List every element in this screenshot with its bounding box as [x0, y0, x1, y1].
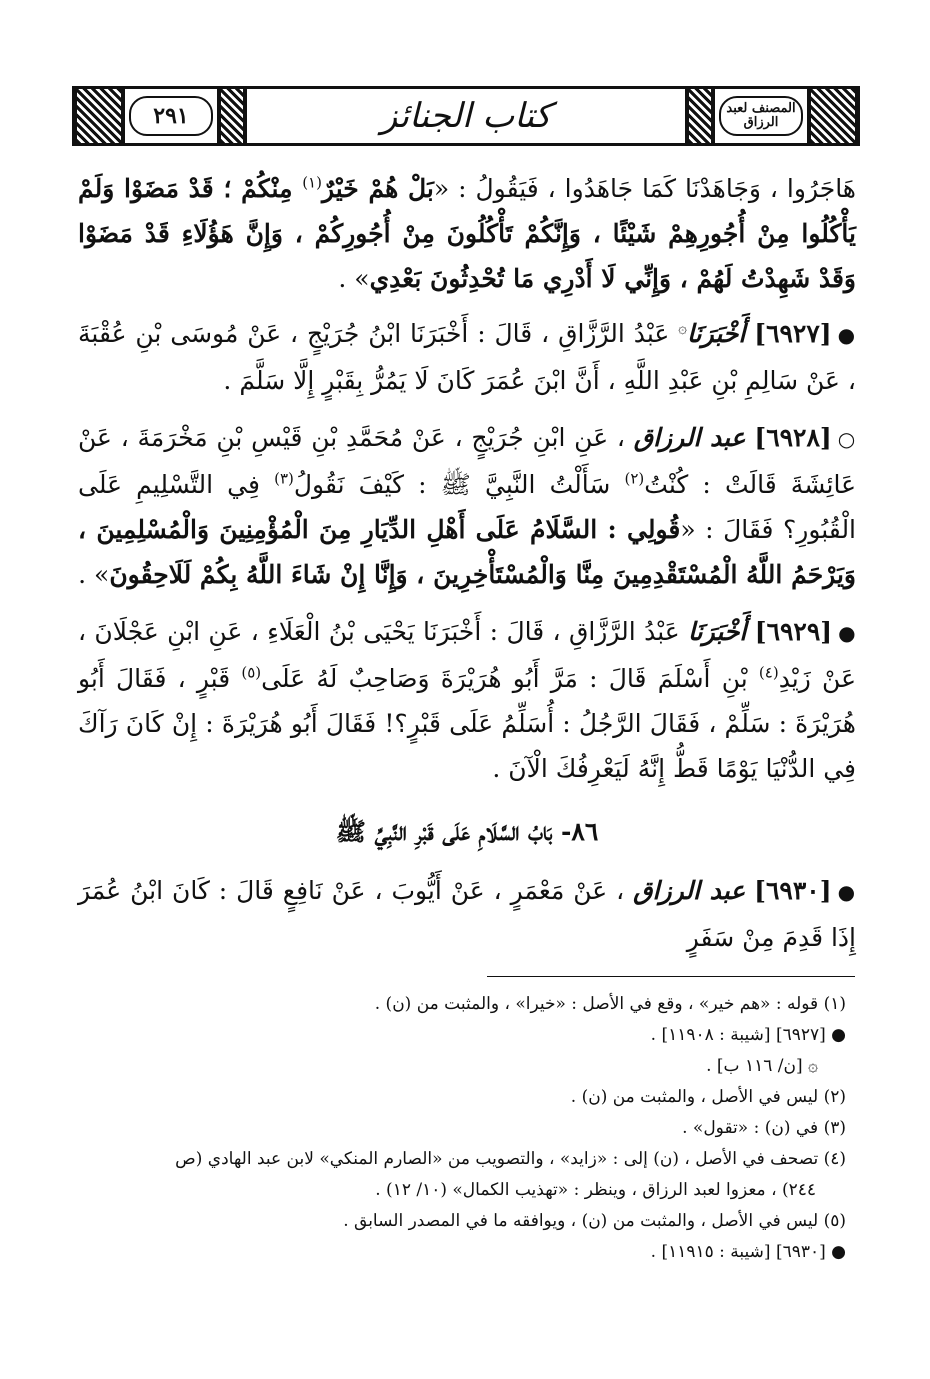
footnote-item: (٤) تصحف في الأصل ، (ن) إلى : «زايد» ، والتصويب من «الصارم المنكي» لابن عبد الهادي (ص [175, 1149, 846, 1169]
hadith-number: [٦٩٢٧] [754, 319, 832, 348]
hadith-text: قَبْرٍ ، فَقَالَ أَبُو هُرَيْرَةَ : سَلِّمْ ، فَقَالَ الرَّجُلُ : أُسَلِّمُ عَلَى قَبْرٍ؟! فَقَالَ أَبُو هُرَيْرَةَ : إِنْ كَانَ رَآكَ فِي الدُّنْيَا يَوْمًا قَطُّ إِنَّهُ لَيَعْرِفُكَ الْآنَ . [78, 664, 856, 783]
footnote-marker: (١) [302, 173, 322, 192]
footnote-marker: (٣) [274, 469, 294, 488]
footnote-item: ٢٤٤) ، معزوا لعبد الرزاق ، وينظر : «تهذيب الكمال» (١٠/ ١٢) . [375, 1180, 816, 1200]
filled-bullet-icon: ● [837, 880, 857, 904]
paragraph-continuation [78, 166, 856, 301]
footnote-item: (٥) ليس في الأصل ، والمثبت من (ن) ، ويوافقه ما في المصدر السابق . [343, 1211, 846, 1231]
hadith-number: [٦٩٣٠] [754, 876, 832, 905]
header-ornament-right-inner [687, 89, 713, 143]
page-header [72, 86, 860, 146]
hadith-quote: قُولِي : السَّلَامُ عَلَى أَهْلِ الدِّيَارِ مِنَ الْمُؤْمِنِينَ وَالْمُسْلِمِينَ ، وَيَرْحَمُ اللَّهُ الْمُسْتَقْدِمِينَ مِنَّا وَالْمُسْتَأْخِرِينَ ، وَإِنَّا إِنْ شَاءَ اللَّهُ بِكُمْ لَلَاحِقُونَ [78, 515, 856, 589]
page-number: ٢٩١ [153, 103, 189, 129]
hadith-text: عَبْدُ الرَّزَّاقِ ، قَالَ : أَخْبَرَنَا ابْنُ جُرَيْجٍ ، عَنْ مُوسَى بْنِ عُقْبَةَ ، عَنْ سَالِمِ بْنِ عَبْدِ اللَّهِ ، أَنَّ ابْنَ عُمَرَ كَانَ لَا يَمُرُّ بِقَبْرٍ إِلَّا سَلَّمَ . [78, 319, 856, 395]
footnote-marker: (٤) [758, 663, 779, 682]
hadith-text: سَأَلْتُ النَّبِيَّ ﷺ : كَيْفَ نَقُولُ [293, 470, 625, 499]
header-ornament-left [75, 89, 123, 143]
hadith-6927 [78, 311, 856, 403]
filled-bullet-icon: ● [837, 323, 857, 347]
narrator: عبد الرزاق [633, 876, 746, 905]
hadith-6928 [78, 415, 856, 597]
main-text [78, 166, 856, 972]
manuscript-mark-icon: ۞ [678, 318, 687, 337]
hadith-quote: بَلْ هُمْ خَيْرٌ [321, 174, 434, 203]
book-logo: المصنف لعبد الرزاق [726, 100, 796, 130]
hadith-text: فِي التَّسْلِيمِ عَلَى الْقُبُورِ؟ فَقَالَ : « [78, 470, 857, 544]
hadith-text: ، عَنِ ابْنِ جُرَيْجٍ ، عَنْ مُحَمَّدِ بْنِ قَيْسِ بْنِ مَخْرَمَةَ ، عَنْ عَائِشَةَ قَالَتْ : كُنْتُ [78, 423, 856, 499]
hadith-number: [٦٩٢٩] [754, 617, 833, 646]
text-segment: هَاجَرُوا ، وَجَاهَدْنَا كَمَا جَاهَدُوا ، فَيَقُولُ : « [433, 174, 856, 203]
footnote-item: ۞ [ن/ ١١٦ ب] . [706, 1056, 818, 1076]
footnote-item: (٢) ليس في الأصل ، والمثبت من (ن) . [570, 1087, 846, 1107]
footnote-item: ● [٦٩٢٧] [شيبة : ١١٩٠٨] . [650, 1025, 846, 1045]
hadith-6930 [78, 868, 856, 960]
narrator: عبد الرزاق [633, 423, 746, 452]
hadith-text: ، عَنْ مَعْمَرٍ ، عَنْ أَيُّوبَ ، عَنْ نَافِعٍ قَالَ : كَانَ ابْنُ عُمَرَ إِذَا قَدِمَ مِنْ سَفَرٍ [78, 876, 856, 952]
header-ornament-right [809, 89, 857, 143]
footnote-item: ● [٦٩٣٠] [شيبة : ١١٩١٥] . [650, 1242, 846, 1262]
footnote-item: (١) قوله : «هم خير» ، وقع في الأصل : «خيرا» ، والمثبت من (ن) . [374, 994, 846, 1014]
filled-bullet-icon: ● [838, 621, 856, 645]
chapter-heading: ٨٦- بَابُ السَّلَامِ عَلَى قَبْرِ النَّبِيِّ ﷺ [335, 817, 599, 846]
hadith-6929 [78, 609, 856, 791]
footnote-marker: (٥) [241, 663, 262, 682]
hadith-quote: مِنْكُمْ ؛ قَدْ مَضَوْا وَلَمْ يَأْكُلُوا مِنْ أُجُورِهِمْ شَيْئًا ، وَإِنَّكُمْ تَأْكُلُونَ مِنْ أُجُورِكُمْ ، وَإِنَّ هَؤُلَاءِ قَدْ مَضَوْا وَقَدْ شَهِدْتُ لَهُمْ ، وَإِنِّي لَا أَدْرِي مَا تُحْدِثُونَ بَعْدِي [78, 174, 856, 293]
hadith-text: عَبْدُ الرَّزَّاقِ ، قَالَ : أَخْبَرَنَا يَحْيَى بْنُ الْعَلَاءِ ، عَنِ ابْنِ عَجْلَانَ ، عَنْ زَيْدِ [78, 617, 856, 693]
narrator: أَخْبَرَنَا [688, 617, 747, 646]
footnote-divider [487, 976, 855, 977]
book-logo-box [713, 89, 809, 143]
text-segment: » . [78, 560, 110, 589]
text-segment: » . [338, 264, 370, 293]
page-title: كتاب الجنائز [245, 89, 687, 143]
hadith-text: بْنِ أَسْلَمَ قَالَ : مَرَّ أَبُو هُرَيْرَةَ وَصَاحِبٌ لَهُ عَلَى [261, 664, 759, 693]
hadith-number: [٦٩٢٨] [754, 423, 832, 452]
footnote-marker: (٢) [624, 469, 645, 488]
narrator: أَخْبَرَنَا [687, 319, 746, 348]
footnotes [78, 990, 856, 1269]
hollow-bullet-icon: ○ [837, 427, 857, 451]
header-ornament-left-inner [219, 89, 245, 143]
page-number-box [123, 89, 219, 143]
footnote-item: (٣) في (ن) : «تقول» . [682, 1118, 846, 1138]
